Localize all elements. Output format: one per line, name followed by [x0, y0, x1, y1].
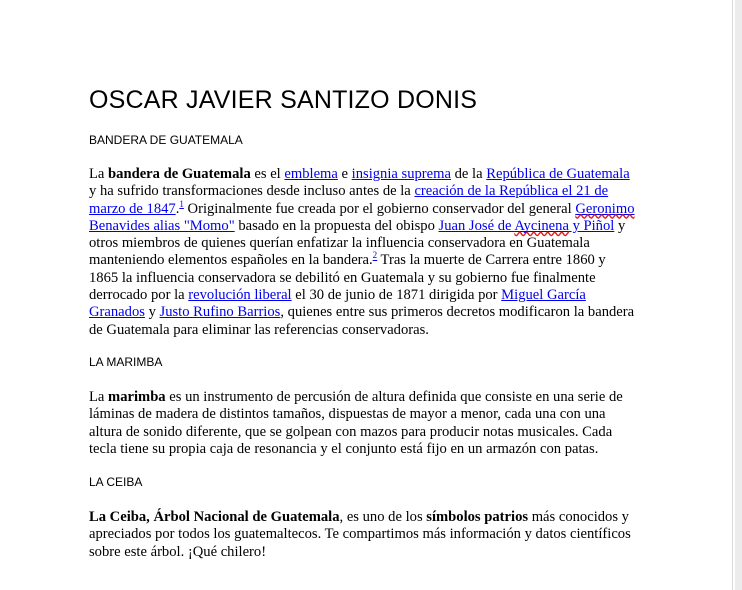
paragraph-ceiba: [89, 509, 635, 561]
bold-term: bandera de Guatemala: [108, 166, 251, 182]
text-run: .: [175, 200, 180, 217]
link-revolucion-liberal[interactable]: revolución liberal: [188, 287, 292, 304]
text-run: basado en la propuesta del obispo: [234, 217, 439, 234]
bold-term: marimba: [108, 389, 166, 405]
spellcheck-word: Aycinena: [514, 217, 569, 234]
link-emblema[interactable]: emblema: [284, 166, 338, 182]
footnote-ref-1[interactable]: 1: [179, 198, 184, 209]
text-run: más conocidos y apreciados por todos los guatemaltecos. Te compartimos más información y datos científicos sobre este árbol. ¡Qué chilero!: [89, 509, 631, 560]
text-run: y ha sufrido transformaciones desde incluso antes de la: [89, 183, 415, 200]
link-text: Juan José de: [438, 217, 515, 234]
text-run: y otros miembros de quienes querían enfatizar la influencia conservadora en Guatemala manteniendo elementos españoles en la bandera.: [89, 217, 626, 269]
link-juan-jose-de-aycinena[interactable]: [439, 218, 615, 234]
text-run: , quienes entre sus primeros decretos modificaron la bandera de Guatemala para eliminar las referencias conservadoras.: [89, 304, 635, 338]
page-edge: [732, 0, 733, 590]
text-run: La: [89, 389, 109, 405]
section-heading-bandera: BANDERA DE GUATEMALA: [89, 133, 243, 147]
link-text: y Piñol: [568, 217, 615, 234]
paragraph-marimba: [89, 389, 635, 458]
page-gutter: [735, 0, 742, 590]
spellcheck-word: Geronimo: [575, 200, 635, 217]
document-title: OSCAR JAVIER SANTIZO DONIS: [89, 86, 478, 114]
text-run: y: [144, 304, 160, 321]
paragraph-bandera: [89, 166, 635, 339]
link-miguel-garcia-granados[interactable]: Miguel García Granados: [89, 287, 586, 321]
text-run: Tras la muerte de Carrera entre 1860 y 1865 la influencia conservadora se debilitó en Guatemala y su gobierno fue finalmente derrocado por la: [89, 252, 606, 304]
section-heading-marimba: LA MARIMBA: [89, 355, 163, 369]
text-run: , es uno de los: [339, 509, 427, 525]
link-republica-de-guatemala[interactable]: República de Guatemala: [486, 166, 630, 182]
footnote-ref-2[interactable]: 2: [372, 250, 378, 261]
bold-term: La Ceiba, Árbol Nacional de Guatemala: [89, 509, 340, 525]
text-run: es un instrumento de percusión de altura definida que consiste en una serie de láminas de madera de distintos tamaños, dispuestas de mayor a menor, cada una con una altura de sonido diferente, que se golpean con mazos para producir notas musicales. Cada tecla tiene su propia caja de resonancia y el conjunto está fijo en un armazón con patas.: [89, 389, 623, 457]
bold-term: símbolos patrios: [426, 509, 529, 525]
text-run: Originalmente fue creada por el gobierno conservador del general: [183, 200, 576, 217]
text-run: La: [89, 166, 109, 182]
link-justo-rufino-barrios[interactable]: Justo Rufino Barrios: [159, 304, 281, 321]
text-run: el 30 de junio de 1871 dirigida por: [291, 287, 502, 304]
text-run: e: [337, 166, 352, 182]
link-text: Benavides alias "Momo": [89, 217, 235, 234]
link-creacion-republica[interactable]: creación de la República el 21 de marzo de 1847: [89, 183, 609, 217]
section-heading-ceiba: LA CEIBA: [89, 475, 143, 489]
text-run: de la: [450, 166, 487, 182]
link-insignia-suprema[interactable]: insignia suprema: [351, 166, 451, 182]
text-run: es el: [250, 166, 285, 182]
